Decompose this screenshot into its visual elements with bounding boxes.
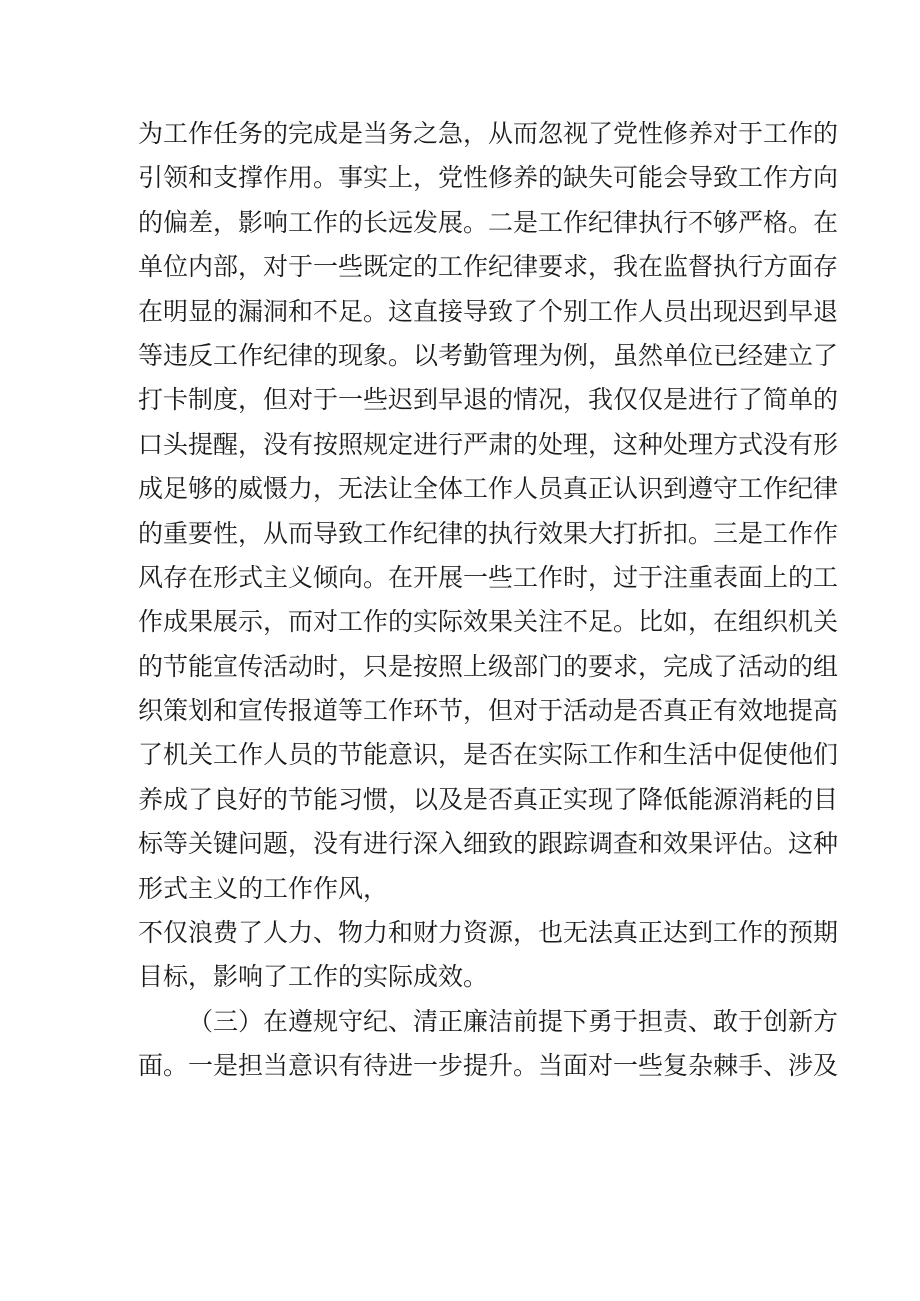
- text-line: 成足够的威慑力，无法让全体工作人员真正认识到遵守工作纪律: [138, 474, 839, 504]
- text-line: 的偏差，影响工作的长远发展。二是工作纪律执行不够严格。在: [138, 207, 839, 237]
- text-line: 养成了良好的节能习惯，以及是否真正实现了降低能源消耗的目: [138, 784, 839, 814]
- text-line: 单位内部，对于一些既定的工作纪律要求，我在监督执行方面存: [138, 252, 839, 282]
- text-line: 的重要性，从而导致工作纪律的执行效果大打折扣。三是工作作: [138, 518, 839, 548]
- body-text: [138, 112, 839, 1089]
- text-line: 作成果展示，而对工作的实际效果关注不足。比如，在组织机关: [138, 607, 839, 637]
- text-line: 形式主义的工作作风，: [138, 873, 389, 903]
- text-line: 目标，影响了工作的实际成效。: [138, 962, 489, 992]
- text-line: 不仅浪费了人力、物力和财力资源，也无法真正达到工作的预期: [138, 918, 839, 948]
- text-line: 标等关键问题，没有进行深入细致的跟踪调查和效果评估。这种: [138, 829, 839, 859]
- text-line: 等违反工作纪律的现象。以考勤管理为例，虽然单位已经建立了: [138, 340, 839, 370]
- text-line: 面。一是担当意识有待进一步提升。当面对一些复杂棘手、涉及: [138, 1051, 839, 1081]
- text-line: 在明显的漏洞和不足。这直接导致了个别工作人员出现迟到早退: [138, 296, 839, 326]
- section-heading-line: （三）在遵规守纪、清正廉洁前提下勇于担责、敢于创新方: [188, 1006, 839, 1036]
- text-line: 风存在形式主义倾向。在开展一些工作时，过于注重表面上的工: [138, 562, 839, 592]
- text-line: 了机关工作人员的节能意识，是否在实际工作和生活中促使他们: [138, 740, 839, 770]
- text-line: 引领和支撑作用。事实上，党性修养的缺失可能会导致工作方向: [138, 163, 839, 193]
- text-line: 打卡制度，但对于一些迟到早退的情况，我仅仅是进行了简单的: [138, 385, 839, 415]
- text-line: 织策划和宣传报道等工作环节，但对于活动是否真正有效地提高: [138, 696, 839, 726]
- text-line: 为工作任务的完成是当务之急，从而忽视了党性修养对于工作的: [138, 119, 839, 148]
- text-line: 的节能宣传活动时，只是按照上级部门的要求，完成了活动的组: [138, 651, 839, 681]
- text-line: 口头提醒，没有按照规定进行严肃的处理，这种处理方式没有形: [138, 429, 839, 459]
